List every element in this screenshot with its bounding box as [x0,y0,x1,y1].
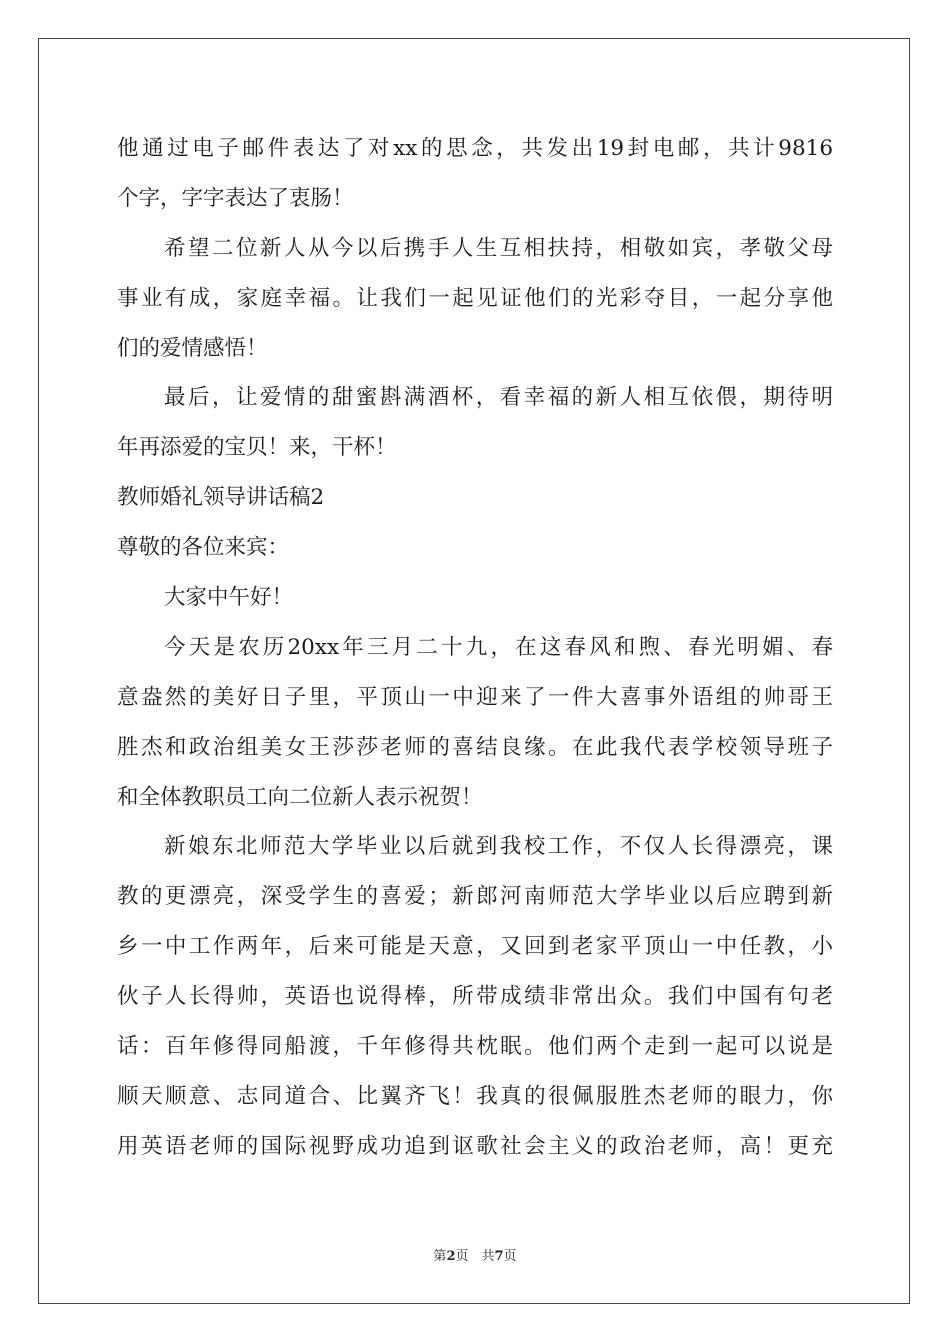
text-line: 话：百年修得同船渡，千年修得共枕眠。他们两个走到一起可以说是 [117,1034,833,1060]
text-line: 教的更漂亮，深受学生的喜爱；新郎河南师范大学毕业以后应聘到新 [117,884,833,910]
text-line: 新娘东北师范大学毕业以后就到我校工作，不仅人长得漂亮，课 [164,834,833,860]
text-line: 希望二位新人从今以后携手人生互相扶持，相敬如宾，孝敬父母 [164,235,833,261]
footer-middle: 页 共 [455,1249,495,1264]
text-line: 尊敬的各位来宾： [117,535,290,561]
total-page-number: 7 [494,1249,504,1264]
text-line: 意盎然的美好日子里，平顶山一中迎来了一件大喜事外语组的帅哥王 [117,684,833,710]
text-line: 用英语老师的国际视野成功追到讴歌社会主义的政治老师，高！更充 [117,1133,833,1159]
text-line: 乡一中工作两年，后来可能是天意，又回到老家平顶山一中任教，小 [117,934,833,960]
text-line: 大家中午好！ [164,585,294,611]
current-page-number: 2 [446,1249,456,1264]
page-footer [0,1248,950,1266]
text-line: 顺天顺意、志同道合、比翼齐飞！我真的很佩服胜杰老师的眼力，你 [117,1083,833,1109]
text-line: 伙子人长得帅，英语也说得棒，所带成绩非常出众。我们中国有句老 [117,984,833,1010]
text-line: 今天是农历20xx年三月二十九，在这春风和煦、春光明媚、春 [164,634,833,660]
text-line: 最后，让爱情的甜蜜斟满酒杯，看幸福的新人相互依偎，期待明 [164,385,833,411]
text-line: 年再添爱的宝贝！来，干杯！ [117,435,397,461]
footer-prefix: 第 [433,1249,447,1264]
text-line: 他通过电子邮件表达了对xx的思念，共发出19封电邮，共计9816 [117,136,833,161]
text-line: 教师婚礼领导讲话稿2 [117,485,325,511]
text-line: 事业有成，家庭幸福。让我们一起见证他们的光彩夺目，一起分享他 [117,285,833,311]
text-line: 个字，字字表达了衷肠！ [117,185,354,211]
text-line: 胜杰和政治组美女王莎莎老师的喜结良缘。在此我代表学校领导班子 [117,734,833,760]
text-line: 们的爱情感悟！ [117,335,268,361]
footer-suffix: 页 [503,1249,517,1264]
document-body [117,124,833,1172]
text-line: 和全体教职员工向二位新人表示祝贺！ [117,784,483,810]
